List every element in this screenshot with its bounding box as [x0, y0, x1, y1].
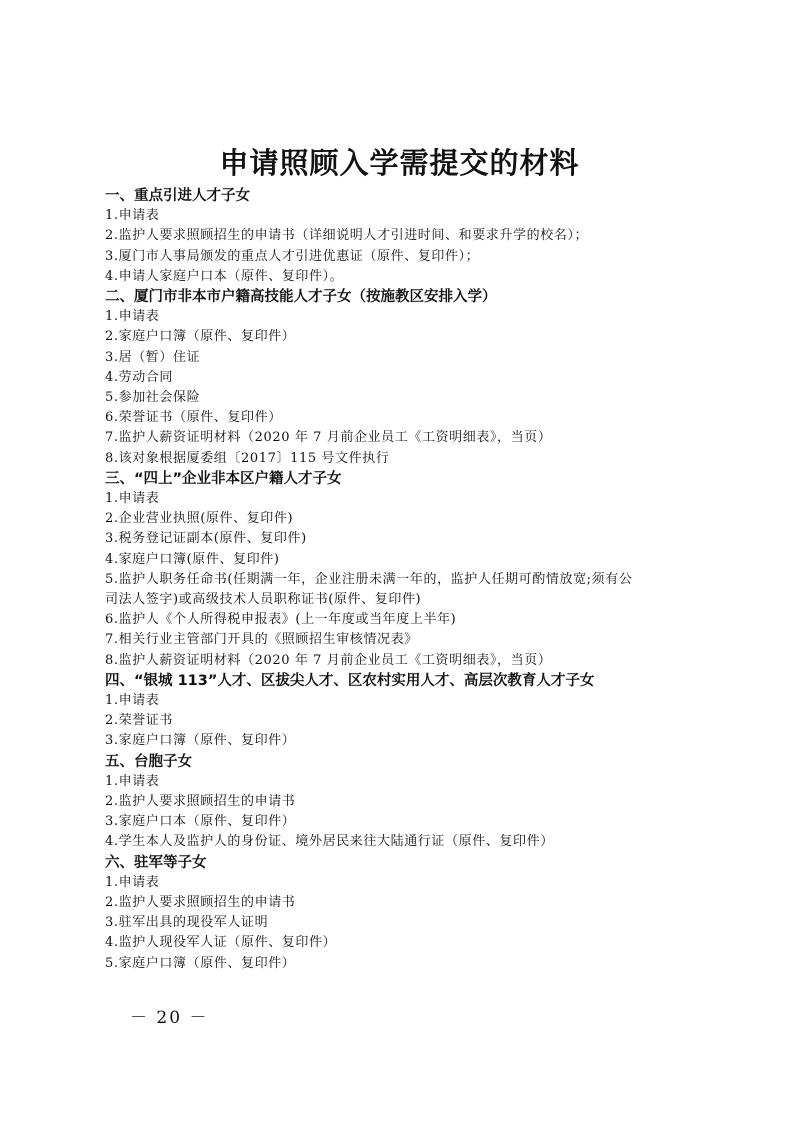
- list-item: 3.居（暂）住证: [105, 349, 201, 365]
- list-item: 1.申请表: [105, 491, 160, 506]
- list-item: 1.申请表: [105, 693, 160, 709]
- section-heading: 一、重点引进人才子女: [105, 188, 250, 204]
- list-item: 5.监护人职务任命书(任期满一年，企业注册未满一年的，监护人任期可酌情放宽;须有公司法人签字)或高级技术人员职称证书(原件、复印件): [105, 571, 633, 608]
- list-item: 3.家庭户口本（原件、复印件）: [105, 814, 296, 830]
- section-heading: 五、台胞子女: [105, 753, 192, 770]
- section-heading: 二、厦门市非本市户籍高技能人才子女（按施教区安排入学）: [105, 289, 497, 305]
- list-item: 2.荣誉证书: [105, 713, 174, 729]
- section-district-talent: [105, 671, 645, 752]
- list-item: 5.家庭户口簿（原件、复印件）: [105, 955, 296, 971]
- list-item: 5.参加社会保险: [105, 390, 201, 405]
- list-item: 4.监护人现役军人证（原件、复印件）: [105, 935, 337, 951]
- list-item: 7.监护人薪资证明材料（2020 年 7 月前企业员工《工资明细表》，当页）: [105, 430, 552, 446]
- list-item: 6.荣誉证书（原件、复印件）: [105, 410, 282, 426]
- document-title: 申请照顾入学需提交的材料: [219, 146, 580, 180]
- section-enterprise-talent: [105, 469, 645, 671]
- list-item: 3.驻军出具的现役军人证明: [105, 915, 269, 931]
- section-heading: 六、驻军等子女: [105, 854, 207, 871]
- list-item: 4.劳动合同: [105, 369, 174, 385]
- section-heading: 四、“银城 113”人才、区拔尖人才、区农村实用人才、高层次教育人才子女: [105, 672, 595, 689]
- list-item: 2.监护人要求照顾招生的申请书: [105, 794, 296, 810]
- list-item: 2.监护人要求照顾招生的申请书（详细说明人才引进时间、和要求升学的校名）；: [105, 228, 589, 244]
- list-item: 1.申请表: [105, 773, 160, 789]
- list-item: 6.监护人《个人所得税申报表》(上一年度或当年度上半年): [105, 612, 457, 628]
- section-high-skill-talent: [105, 287, 645, 469]
- section-heading: 三、“四上”企业非本区户籍人才子女: [105, 470, 342, 487]
- list-item: 1.申请表: [105, 874, 160, 890]
- list-item: 8.监护人薪资证明材料（2020 年 7 月前企业员工《工资明细表》，当页）: [105, 652, 552, 668]
- list-item: 4.家庭户口簿(原件、复印件): [105, 551, 280, 567]
- list-item: 3.税务登记证副本(原件、复印件): [105, 531, 307, 547]
- list-item: 3.厦门市人事局颁发的重点人才引进优惠证（原件、复印件）；: [105, 248, 480, 264]
- list-item: 4.申请人家庭户口本（原件、复印件）。: [105, 268, 344, 284]
- list-item: 1.申请表: [105, 208, 160, 224]
- page-number: － 20 －: [130, 1008, 209, 1028]
- list-item: 3.家庭户口簿（原件、复印件）: [105, 733, 296, 749]
- list-item: 2.家庭户口簿（原件、复印件）: [105, 329, 296, 345]
- list-item: 1.申请表: [105, 309, 160, 325]
- document-body: [105, 186, 645, 974]
- list-item: 2.企业营业执照(原件、复印件): [105, 511, 294, 527]
- list-item: 4.学生本人及监护人的身份证、境外居民来往大陆通行证（原件、复印件）: [105, 834, 554, 850]
- section-taiwan-compatriots: [105, 752, 645, 853]
- list-item: 2.监护人要求照顾招生的申请书: [105, 895, 296, 911]
- section-military: [105, 853, 645, 974]
- section-key-talent: [105, 186, 645, 287]
- list-item: 8.该对象根据厦委组〔2017〕115 号文件执行: [105, 450, 390, 466]
- list-item: 7.相关行业主管部门开具的《照顾招生审核情况表》: [105, 632, 418, 648]
